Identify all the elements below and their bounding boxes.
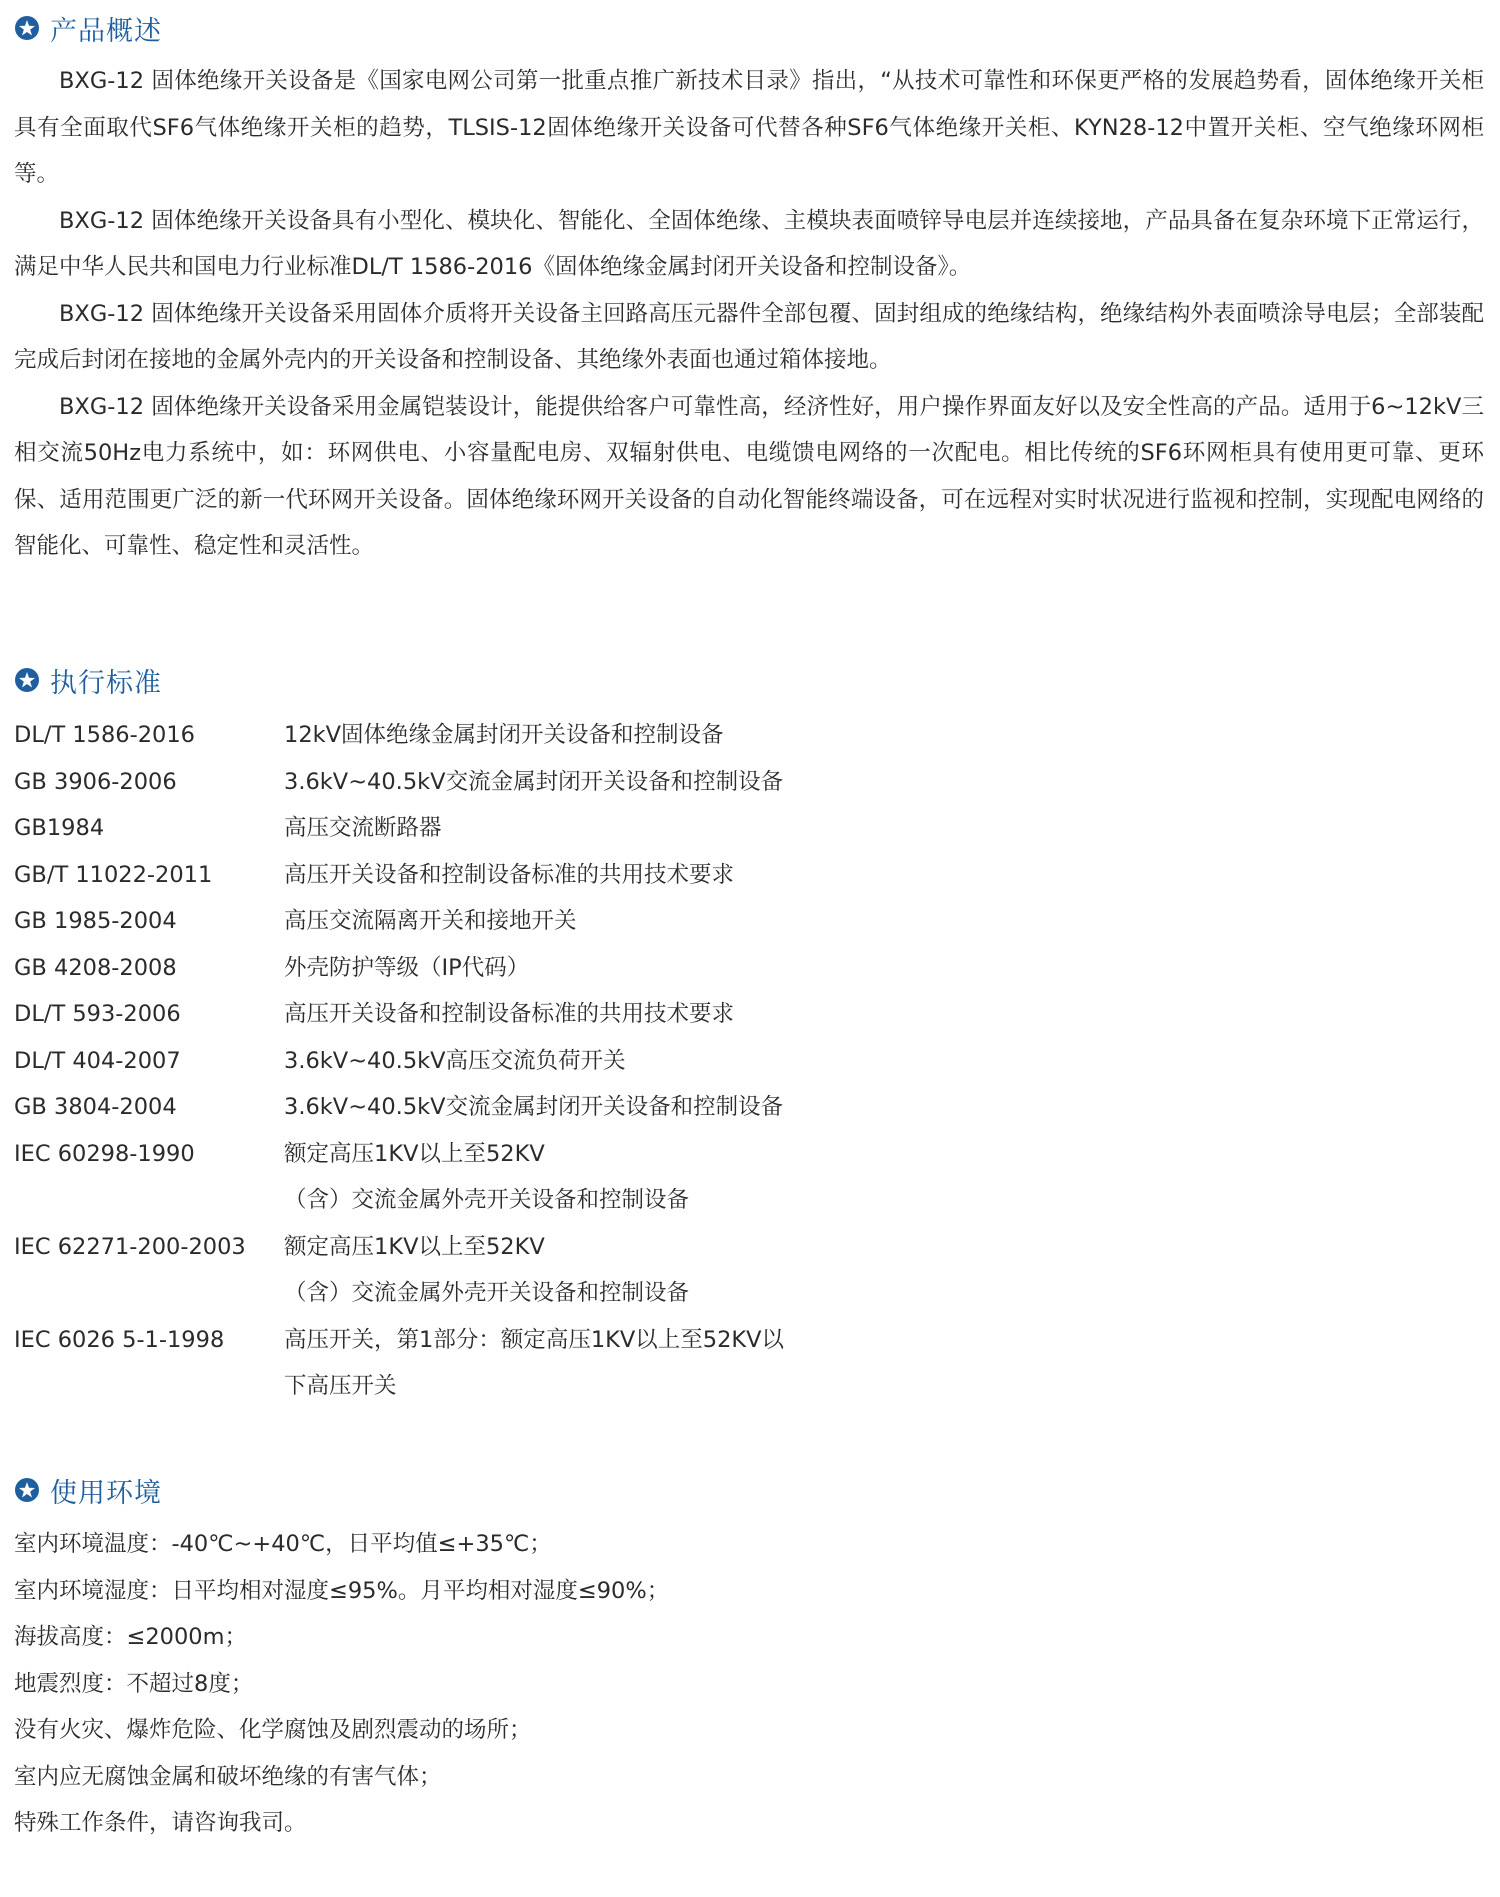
star-circle-icon <box>14 1477 40 1503</box>
standard-code: IEC 6026 5-1-1998 <box>14 1326 225 1353</box>
section-title: 执行标准 <box>50 667 162 699</box>
standard-desc: 外壳防护等级（IP代码） <box>284 954 530 981</box>
standard-desc: 3.6kV~40.5kV交流金属封闭开关设备和控制设备 <box>284 768 784 795</box>
standard-desc: 高压开关，第1部分：额定高压1KV以上至52KV以 下高压开关 <box>284 1326 785 1399</box>
standard-row <box>14 1317 914 1410</box>
list-item: 没有火灾、爆炸危险、化学腐蚀及剧烈震动的场所； <box>14 1717 532 1743</box>
standard-code: DL/T 1586-2016 <box>14 722 195 748</box>
section-title: 使用环境 <box>50 1477 162 1509</box>
list-item: 室内应无腐蚀金属和破坏绝缘的有害气体； <box>14 1763 442 1790</box>
standard-row <box>14 1131 914 1224</box>
standards-table <box>14 712 914 1410</box>
standard-code: DL/T 404-2007 <box>14 1047 181 1074</box>
standard-code: GB 4208-2008 <box>14 954 177 981</box>
paragraph: BXG-12 固体绝缘开关设备采用金属铠装设计，能提供给客户可靠性高，经济性好，用户操作界面友好以及安全性高的产品。适用于6~12kV三相交流50Hz电力系统中，如：环网供电、小容量配电房、双辐射供电、电缆馈电网络的一次配电。相比传统的SF6环网柜具有使用更可靠、更环保、适用范围更广泛的新一代环网开关设备。固体绝缘环网开关设备的自动化智能终端设备，可在远程对实时状况进行监视和控制，实现配电网络的智能化、可靠性、稳定性和灵活性。 <box>14 393 1484 559</box>
standard-code: IEC 62271-200-2003 <box>14 1233 246 1260</box>
standard-row <box>14 712 914 759</box>
standard-code: GB 3906-2006 <box>14 768 177 795</box>
standard-desc: 额定高压1KV以上至52KV （含）交流金属外壳开关设备和控制设备 <box>284 1140 690 1213</box>
standard-row <box>14 759 914 806</box>
standard-desc: 高压交流隔离开关和接地开关 <box>284 908 577 934</box>
paragraph: BXG-12 固体绝缘开关设备采用固体介质将开关设备主回路高压元器件全部包覆、固封组成的绝缘结构，绝缘结构外表面喷涂导电层；全部装配完成后封闭在接地的金属外壳内的开关设备和控制设备、其绝缘外表面也通过箱体接地。 <box>14 300 1484 373</box>
list-item: 特殊工作条件，请咨询我司。 <box>14 1810 307 1836</box>
standard-code: GB1984 <box>14 815 105 841</box>
standard-desc: 高压开关设备和控制设备标准的共用技术要求 <box>284 1001 735 1027</box>
overview-body <box>14 58 1484 570</box>
list-item: 室内环境温度：-40℃~+40℃，日平均值≤+35℃； <box>14 1531 552 1557</box>
standard-row <box>14 945 914 992</box>
star-circle-icon <box>14 15 40 41</box>
standard-row <box>14 1084 914 1131</box>
standard-code: IEC 60298-1990 <box>14 1140 195 1167</box>
environment-list <box>14 1521 1014 1847</box>
section-heading-environment <box>14 1462 162 1518</box>
section-heading-overview <box>14 0 162 56</box>
standard-code: GB/T 11022-2011 <box>14 861 213 888</box>
standard-desc: 额定高压1KV以上至52KV （含）交流金属外壳开关设备和控制设备 <box>284 1233 690 1306</box>
paragraph: BXG-12 固体绝缘开关设备具有小型化、模块化、智能化、全固体绝缘、主模块表面喷锌导电层并连续接地，产品具备在复杂环境下正常运行，满足中华人民共和国电力行业标准DL/T 1586-2016《固体绝缘金属封闭开关设备和控制设备》。 <box>14 207 1484 280</box>
standard-desc: 3.6kV~40.5kV交流金属封闭开关设备和控制设备 <box>284 1094 784 1120</box>
standard-row <box>14 805 914 852</box>
standard-row <box>14 852 914 899</box>
section-title: 产品概述 <box>50 15 162 47</box>
standard-desc: 高压交流断路器 <box>284 815 442 841</box>
standard-desc: 12kV固体绝缘金属封闭开关设备和控制设备 <box>284 722 724 748</box>
standard-desc: 3.6kV~40.5kV高压交流负荷开关 <box>284 1047 626 1074</box>
standard-row <box>14 1038 914 1085</box>
standard-row <box>14 1224 914 1317</box>
standard-row <box>14 898 914 945</box>
standard-desc: 高压开关设备和控制设备标准的共用技术要求 <box>284 861 735 888</box>
paragraph: BXG-12 固体绝缘开关设备是《国家电网公司第一批重点推广新技术目录》指出，“从技术可靠性和环保更严格的发展趋势看，固体绝缘开关柜具有全面取代SF6气体绝缘开关柜的趋势，TLSIS-12固体绝缘开关设备可代替各种SF6气体绝缘开关柜、KYN28-12中置开关柜、空气绝缘环网柜等。 <box>14 68 1484 187</box>
list-item: 地震烈度：不超过8度； <box>14 1670 254 1697</box>
standard-code: GB 3804-2004 <box>14 1094 177 1120</box>
section-heading-standards <box>14 652 162 708</box>
star-circle-icon <box>14 667 40 693</box>
standard-code: DL/T 593-2006 <box>14 1001 181 1027</box>
standard-row <box>14 991 914 1038</box>
list-item: 海拔高度：≤2000m； <box>14 1624 248 1650</box>
list-item: 室内环境湿度：日平均相对湿度≤95%。月平均相对湿度≤90%； <box>14 1577 670 1604</box>
standard-code: GB 1985-2004 <box>14 908 177 934</box>
